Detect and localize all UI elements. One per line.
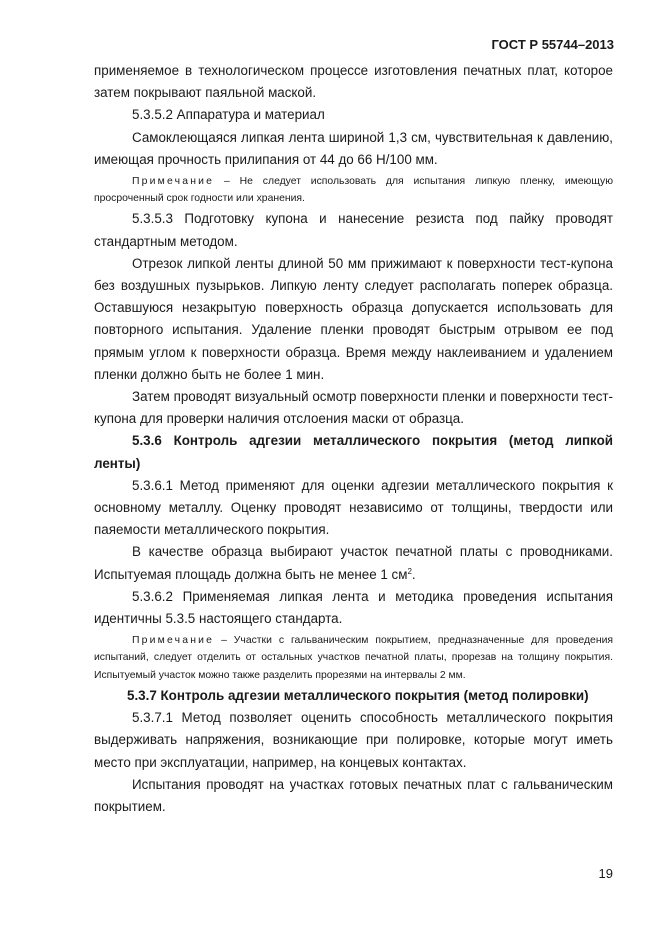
subsection-title: 5.3.5.2 Аппаратура и материал (132, 107, 325, 123)
document-body (94, 60, 613, 818)
paragraph-text: В качестве образца выбирают участок печатной платы с проводниками. Испытуемая площадь должна быть не менее 1 см (94, 544, 613, 582)
paragraph: 5.3.6.2 Применяемая липкая лента и методика проведения испытания идентичны 5.3.5 настоящего стандарта. (94, 588, 613, 627)
note-text: – Не следует использовать для испытания липкую пленку, имеющую просроченный срок годности или хранения. (94, 176, 613, 205)
paragraph (94, 541, 613, 585)
paragraph: применяемое в технологическом процессе изготовления печатных плат, которое затем покрывают паяльной маской. (94, 63, 613, 101)
page-number: 19 (598, 866, 613, 881)
note (94, 173, 613, 207)
section-heading: 5.3.6 Контроль адгезии металлического покрытия (метод липкой ленты) (94, 433, 613, 471)
paragraph: Самоклеющаяся липкая лента шириной 1,3 см, чувствительная к давлению, имеющая прочность прилипания от 44 до 66 Н/100 мм. (94, 129, 613, 167)
superscript: 2 (407, 566, 412, 576)
note (94, 632, 613, 684)
paragraph: 5.3.7.1 Метод позволяет оценить способность металлического покрытия выдерживать напряжения, возникающие при полировке, которые могут иметь место при эксплуатации, например, на концевых контактах. (94, 710, 613, 770)
note-label: Примечание (132, 176, 215, 188)
section-heading: 5.3.7 Контроль адгезии металлического покрытия (метод полировки) (127, 687, 589, 703)
note-label: Примечание (132, 635, 215, 647)
paragraph: Испытания проводят на участках готовых печатных плат с гальваническим покрытием. (94, 776, 613, 814)
note-text: – Участки с гальваническим покрытием, предназначенные для проведения испытаний, следует отделить от остальных участков печатной платы, прорезав на толщину покрытия. Испытуемый участок можно также разделить прорезями на интервалы 2 мм. (94, 635, 613, 681)
paragraph: Отрезок липкой ленты длиной 50 мм прижимают к поверхности тест-купона без воздушных пузырьков. Липкую ленту следует располагать поперек образца. Оставшуюся незакрытую поверхность образца допускается использовать для повторного испытания. Удаление пленки проводят быстрым отрывом ее под прямым углом к поверхности образца. Время между наклеиванием и удалением пленки должно быть не более 1 мин. (94, 255, 613, 382)
document-header: ГОСТ Р 55744–2013 (491, 37, 614, 52)
paragraph: Затем проводят визуальный осмотр поверхности пленки и поверхности тест-купона для проверки наличия отслоения маски от образца. (94, 389, 613, 427)
paragraph: 5.3.5.3 Подготовку купона и нанесение резиста под пайку проводят стандартным методом. (94, 211, 613, 249)
paragraph-end: . (411, 566, 416, 582)
paragraph: 5.3.6.1 Метод применяют для оценки адгезии металлического покрытия к основному металлу. Оценку проводят независимо от толщины, твердости или паяемости металлического покрытия. (94, 477, 613, 538)
